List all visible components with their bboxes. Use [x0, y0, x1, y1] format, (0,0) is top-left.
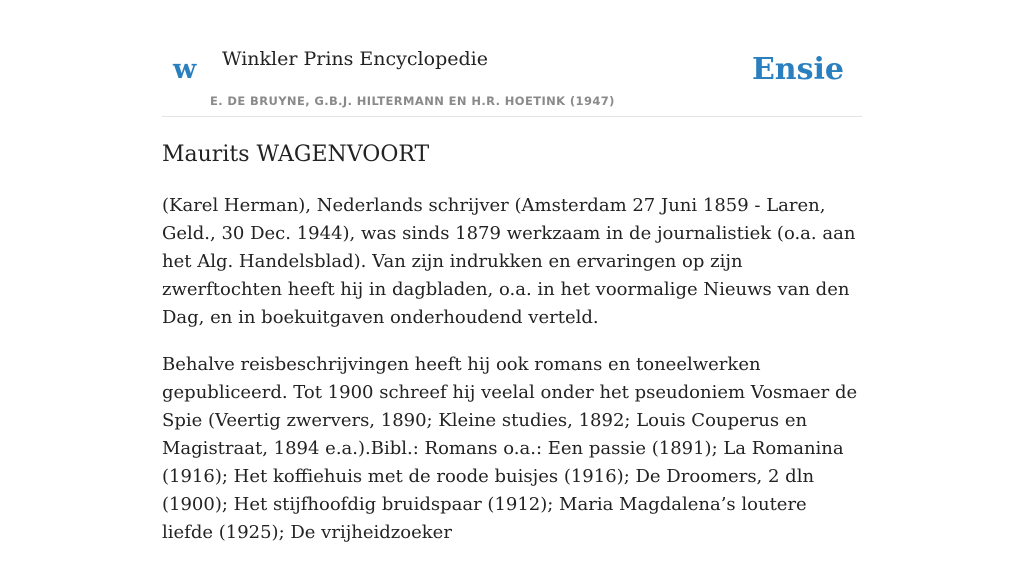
entry-body — [162, 192, 862, 566]
page-container — [162, 0, 862, 543]
source-title[interactable]: Winkler Prins Encyclopedie — [222, 48, 488, 70]
ensie-logo-link[interactable]: Ensie — [751, 52, 844, 87]
entry-title: Maurits WAGENVOORT — [162, 142, 430, 167]
source-logo[interactable]: w — [173, 54, 197, 85]
entry-paragraph: (Karel Herman), Nederlands schrijver (Amsterdam 27 Juni 1859 - Laren, Geld., 30 Dec. 1944), was sinds 1879 werkzaam in de journalistiek (o.a. aan het Alg. Handelsblad). Van zijn indrukken en ervaringen op zijn zwerftochten heeft hij in dagbladen, o.a. in het voormalige Nieuws van den Dag, en in boekuitgaven onderhoudend verteld. — [162, 195, 856, 328]
source-header — [162, 0, 862, 117]
source-authors: E. DE BRUYNE, G.B.J. HILTERMANN EN H.R. HOETINK (1947) — [210, 94, 615, 108]
entry-paragraph: Behalve reisbeschrijvingen heeft hij ook romans en toneelwerken gepubliceerd. Tot 1900 schreef hij veelal onder het pseudoniem Vosmaer de Spie (Veertig zwervers, 1890; Kleine studies, 1892; Louis Couperus en Magistraat, 1894 e.a.).Bibl.: Romans o.a.: Een passie (1891); La Romanina (1916); Het koffiehuis met de roode buisjes (1916); De Droomers, 2 dln (1900); Het stijfhoofdig bruidspaar (1912); Maria Magdalena’s loutere liefde (1925); De vrijheidzoeker — [162, 354, 858, 543]
